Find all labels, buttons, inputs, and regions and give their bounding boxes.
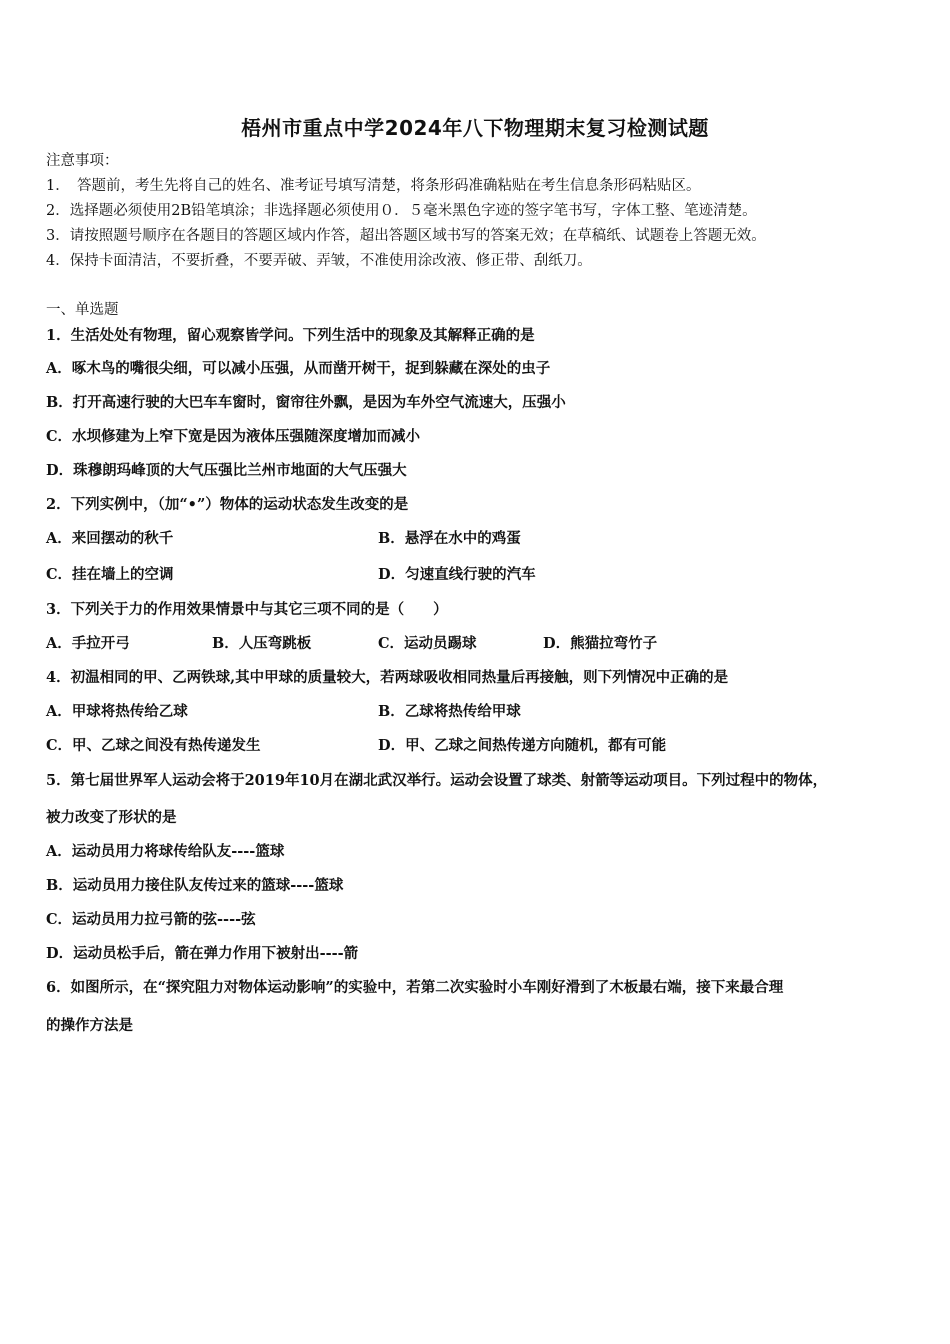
q5-option-c: C．运动员用力拉弓箭的弦----弦 bbox=[46, 911, 256, 928]
q1-stem: 1．生活处处有物理，留心观察皆学问。下列生活中的现象及其解释正确的是 bbox=[46, 327, 535, 344]
q2-row-1 bbox=[46, 529, 521, 549]
notice-heading: 注意事项： bbox=[46, 153, 119, 169]
q1-option-a: A．啄木鸟的嘴很尖细，可以减小压强，从而凿开树干，捉到躲藏在深处的虫子 bbox=[46, 360, 551, 377]
q5-option-d: D．运动员松手后，箭在弹力作用下被射出----箭 bbox=[46, 945, 359, 962]
q1-option-c: C．水坝修建为上窄下宽是因为液体压强随深度增加而减小 bbox=[46, 428, 421, 445]
notice-item-1: 1． 答题前，考生先将自己的姓名、准考证号填写清楚，将条形码准确粘贴在考生信息条形码粘贴区。 bbox=[46, 178, 701, 194]
notice-item-2: 2．选择题必须使用2B铅笔填涂；非选择题必须使用０．５毫米黑色字迹的签字笔书写，字体工整、笔迹清楚。 bbox=[46, 203, 757, 219]
q4-row-2 bbox=[46, 736, 667, 756]
q4-stem: 4．初温相同的甲、乙两铁球,其中甲球的质量较大，若两球吸收相同热量后再接触，则下列情况中正确的是 bbox=[46, 669, 729, 686]
q3-options-row bbox=[46, 634, 658, 654]
q2-option-d: D．匀速直线行驶的汽车 bbox=[378, 566, 536, 583]
q5-stem-line-2: 被力改变了形状的是 bbox=[46, 809, 177, 826]
q2-option-b: B．悬浮在水中的鸡蛋 bbox=[378, 530, 521, 547]
q4-option-d: D．甲、乙球之间热传递方向随机，都有可能 bbox=[378, 737, 667, 754]
q6-stem-line-1: 6．如图所示，在“探究阻力对物体运动影响”的实验中，若第二次实验时小车刚好滑到了木板最右端，接下来最合理 bbox=[46, 979, 784, 996]
q2-stem: 2．下列实例中，（加“•”）物体的运动状态发生改变的是 bbox=[46, 496, 409, 513]
q3-option-b: B．人压弯跳板 bbox=[212, 635, 312, 652]
q2-row-2 bbox=[46, 565, 536, 585]
q3-stem: 3．下列关于力的作用效果情景中与其它三项不同的是（ ） bbox=[46, 601, 448, 618]
q1-option-b: B．打开高速行驶的大巴车车窗时，窗帘往外飘，是因为车外空气流速大，压强小 bbox=[46, 394, 566, 411]
q4-option-a: A．甲球将热传给乙球 bbox=[46, 703, 188, 720]
exam-title: 梧州市重点中学2024年八下物理期末复习检测试题 bbox=[241, 116, 709, 140]
section-heading: 一、单选题 bbox=[46, 302, 119, 318]
q3-option-c: C．运动员踢球 bbox=[378, 635, 477, 652]
q5-option-b: B．运动员用力接住队友传过来的篮球----篮球 bbox=[46, 877, 344, 894]
q4-row-1 bbox=[46, 702, 521, 722]
q3-option-a: A．手拉开弓 bbox=[46, 635, 130, 652]
q4-option-b: B．乙球将热传给甲球 bbox=[378, 703, 521, 720]
q2-option-c: C．挂在墙上的空调 bbox=[46, 566, 174, 583]
q5-option-a: A．运动员用力将球传给队友----篮球 bbox=[46, 843, 285, 860]
notice-item-3: 3．请按照题号顺序在各题目的答题区域内作答，超出答题区域书写的答案无效；在草稿纸、试题卷上答题无效。 bbox=[46, 228, 766, 244]
q2-option-a: A．来回摆动的秋千 bbox=[46, 530, 174, 547]
q4-option-c: C．甲、乙球之间没有热传递发生 bbox=[46, 737, 261, 754]
q3-option-d: D．熊猫拉弯竹子 bbox=[543, 635, 658, 652]
q5-stem-line-1: 5．第七届世界军人运动会将于2019年10月在湖北武汉举行。运动会设置了球类、射箭等运动项目。下列过程中的物体， bbox=[46, 772, 828, 789]
notice-item-4: 4．保持卡面清洁，不要折叠，不要弄破、弄皱，不准使用涂改液、修正带、刮纸刀。 bbox=[46, 253, 592, 269]
q6-stem-line-2: 的操作方法是 bbox=[46, 1017, 133, 1034]
q1-option-d: D．珠穆朗玛峰顶的大气压强比兰州市地面的大气压强大 bbox=[46, 462, 407, 479]
